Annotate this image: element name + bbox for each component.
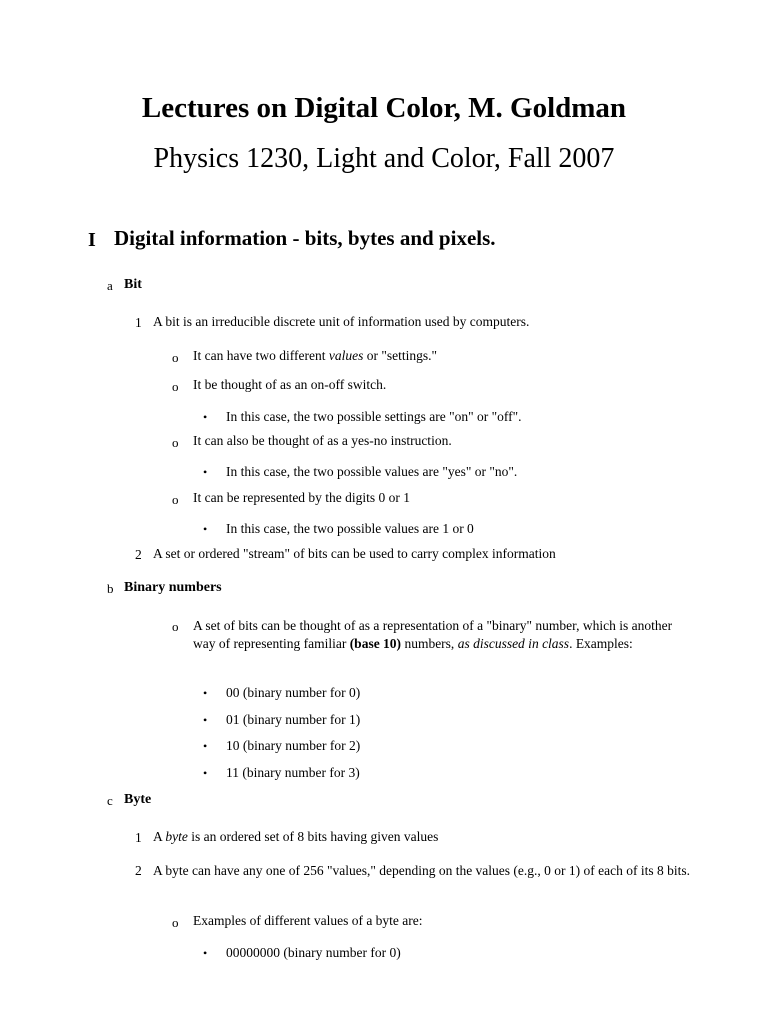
part-c-o1-bullet-text: 00000000 (binary number for 0) xyxy=(226,945,401,960)
part-c-o1-bullet-marker: • xyxy=(203,946,208,960)
part-a-o2-marker: o xyxy=(172,379,179,394)
part-b-bullet-marker: • xyxy=(203,739,208,753)
part-a-o2-text: It be thought of as an on-off switch. xyxy=(193,377,387,392)
document-title: Lectures on Digital Color, M. Goldman xyxy=(141,92,627,124)
part-a-o4-bullet-marker: • xyxy=(203,522,208,536)
part-b-o1-marker: o xyxy=(172,619,179,634)
part-b-heading: Binary numbers xyxy=(124,580,222,595)
part-a-heading: Bit xyxy=(124,277,142,292)
part-b-o1-text: A set of bits can be thought of as a representation of a "binary" number, which is another way of representing familiar (base 10) numbers, as discussed in class. Examples: xyxy=(193,618,673,651)
part-b-bullet-marker: • xyxy=(203,766,208,780)
part-a-o1-text: It can have two different values or "settings." xyxy=(193,348,437,363)
part-a-item2-marker: 2 xyxy=(135,547,142,562)
part-c-o1-marker: o xyxy=(172,915,179,930)
document-subtitle: Physics 1230, Light and Color, Fall 2007 xyxy=(153,143,615,174)
section-number: I xyxy=(88,229,96,251)
part-b-bullet-text: 10 (binary number for 2) xyxy=(226,738,361,753)
part-a-marker: a xyxy=(107,278,113,293)
part-a-o4-text: It can be represented by the digits 0 or 1 xyxy=(193,490,411,505)
section-title: Digital information - bits, bytes and pixels. xyxy=(114,226,496,250)
part-c-marker: c xyxy=(107,793,113,808)
part-b-bullet-text: 11 (binary number for 3) xyxy=(226,765,360,780)
part-a-item1-text: A bit is an irreducible discrete unit of information used by computers. xyxy=(153,314,530,329)
part-a-o4-bullet-text: In this case, the two possible values are 1 or 0 xyxy=(226,521,474,536)
part-a-o3-bullet-text: In this case, the two possible values are "yes" or "no". xyxy=(226,464,518,479)
part-a-o3-marker: o xyxy=(172,435,179,450)
part-c-item1-marker: 1 xyxy=(135,830,142,845)
part-a-o2-bullet-marker: • xyxy=(203,410,208,424)
part-c-o1-text: Examples of different values of a byte are: xyxy=(193,913,423,928)
part-a-o1-marker: o xyxy=(172,350,179,365)
part-c-item2-marker: 2 xyxy=(135,863,142,878)
part-a-item1-marker: 1 xyxy=(135,315,142,330)
part-c-item2-text: A byte can have any one of 256 "values," depending on the values (e.g., 0 or 1) of each of its 8 bits. xyxy=(153,863,691,878)
part-a-o3-bullet-marker: • xyxy=(203,465,208,479)
part-b-bullet-marker: • xyxy=(203,686,208,700)
part-b-bullet-marker: • xyxy=(203,713,208,727)
part-c-item1-text: A byte is an ordered set of 8 bits having given values xyxy=(153,829,439,844)
part-a-o3-text: It can also be thought of as a yes-no instruction. xyxy=(193,433,452,448)
part-b-marker: b xyxy=(107,581,114,596)
part-a-o2-bullet-text: In this case, the two possible settings are "on" or "off". xyxy=(226,409,522,424)
part-c-heading: Byte xyxy=(124,792,152,807)
part-a-item2-text: A set or ordered "stream" of bits can be used to carry complex information xyxy=(153,546,556,561)
part-b-bullet-text: 01 (binary number for 1) xyxy=(226,712,361,727)
part-a-o4-marker: o xyxy=(172,492,179,507)
part-b-bullet-text: 00 (binary number for 0) xyxy=(226,685,361,700)
